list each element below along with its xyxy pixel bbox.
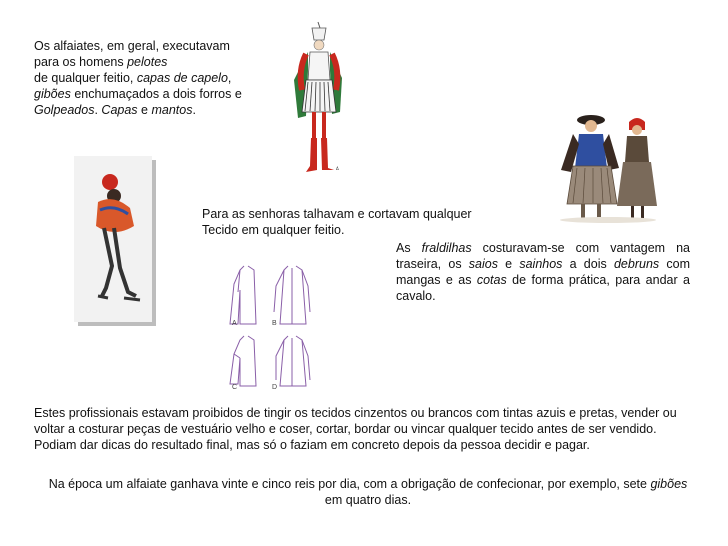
pattern-label-c: C — [232, 384, 238, 391]
ladies-line-1: Para as senhoras talhavam e cortavam qualquer — [202, 207, 472, 221]
pattern-label-d: D — [272, 384, 278, 391]
tailors-text-block — [34, 38, 274, 118]
wage-text-block — [34, 476, 702, 508]
prohibited-line-3: Podiam dar dicas do resultado final, mas só o faziam em concreto depois da pessoa decidir e pagar. — [34, 438, 590, 452]
costume-illustration-man-cape — [284, 20, 354, 180]
tailors-line-5: Golpeados. Capas e mantos. — [34, 103, 196, 117]
prohibited-line-1: Estes profissionais estavam proibidos de tingir os tecidos cinzentos ou brancos com tintas azuis e pretas, vender ou — [34, 406, 677, 420]
fraldilhas-text-block: As fraldilhas costuravam-se com vantagem na traseira, os saios e sainhos a dois debruns com mangas e as cotas de forma prática, para andar a cavalo. — [396, 241, 691, 303]
wage-line-1: Na época um alfaiate ganhava vinte e cinco reis por dia, com a obrigação de confecionar, por exemplo, sete gibões — [48, 477, 688, 491]
ladies-line-2: Tecido em qualquer feitio. — [202, 223, 345, 237]
pattern-label-b: B — [272, 320, 277, 327]
costume-illustration-couple — [553, 108, 663, 226]
tailors-line-4: gibões enchumaçados a dois forros e — [34, 87, 242, 101]
tailors-line-3: de qualquer feitio, capas de capelo, — [34, 71, 232, 85]
wage-line-2: em quatro dias. — [324, 493, 412, 507]
tailors-line-2: para os homens pelotes — [34, 55, 168, 69]
pattern-label-a: A — [232, 320, 237, 327]
costume-illustration-dancer — [74, 156, 156, 326]
sewing-pattern-diagram — [226, 262, 326, 396]
tailors-line-1: Os alfaiates, em geral, executavam — [34, 39, 230, 53]
svg-text:Δ: Δ — [336, 166, 339, 171]
prohibited-text-block — [34, 405, 704, 453]
prohibited-line-2: voltar a costurar peças de vestuário velho e coser, cortar, bordar ou vincar qualquer tecido antes de ser vendido. — [34, 422, 657, 436]
ladies-text-block — [202, 206, 502, 238]
